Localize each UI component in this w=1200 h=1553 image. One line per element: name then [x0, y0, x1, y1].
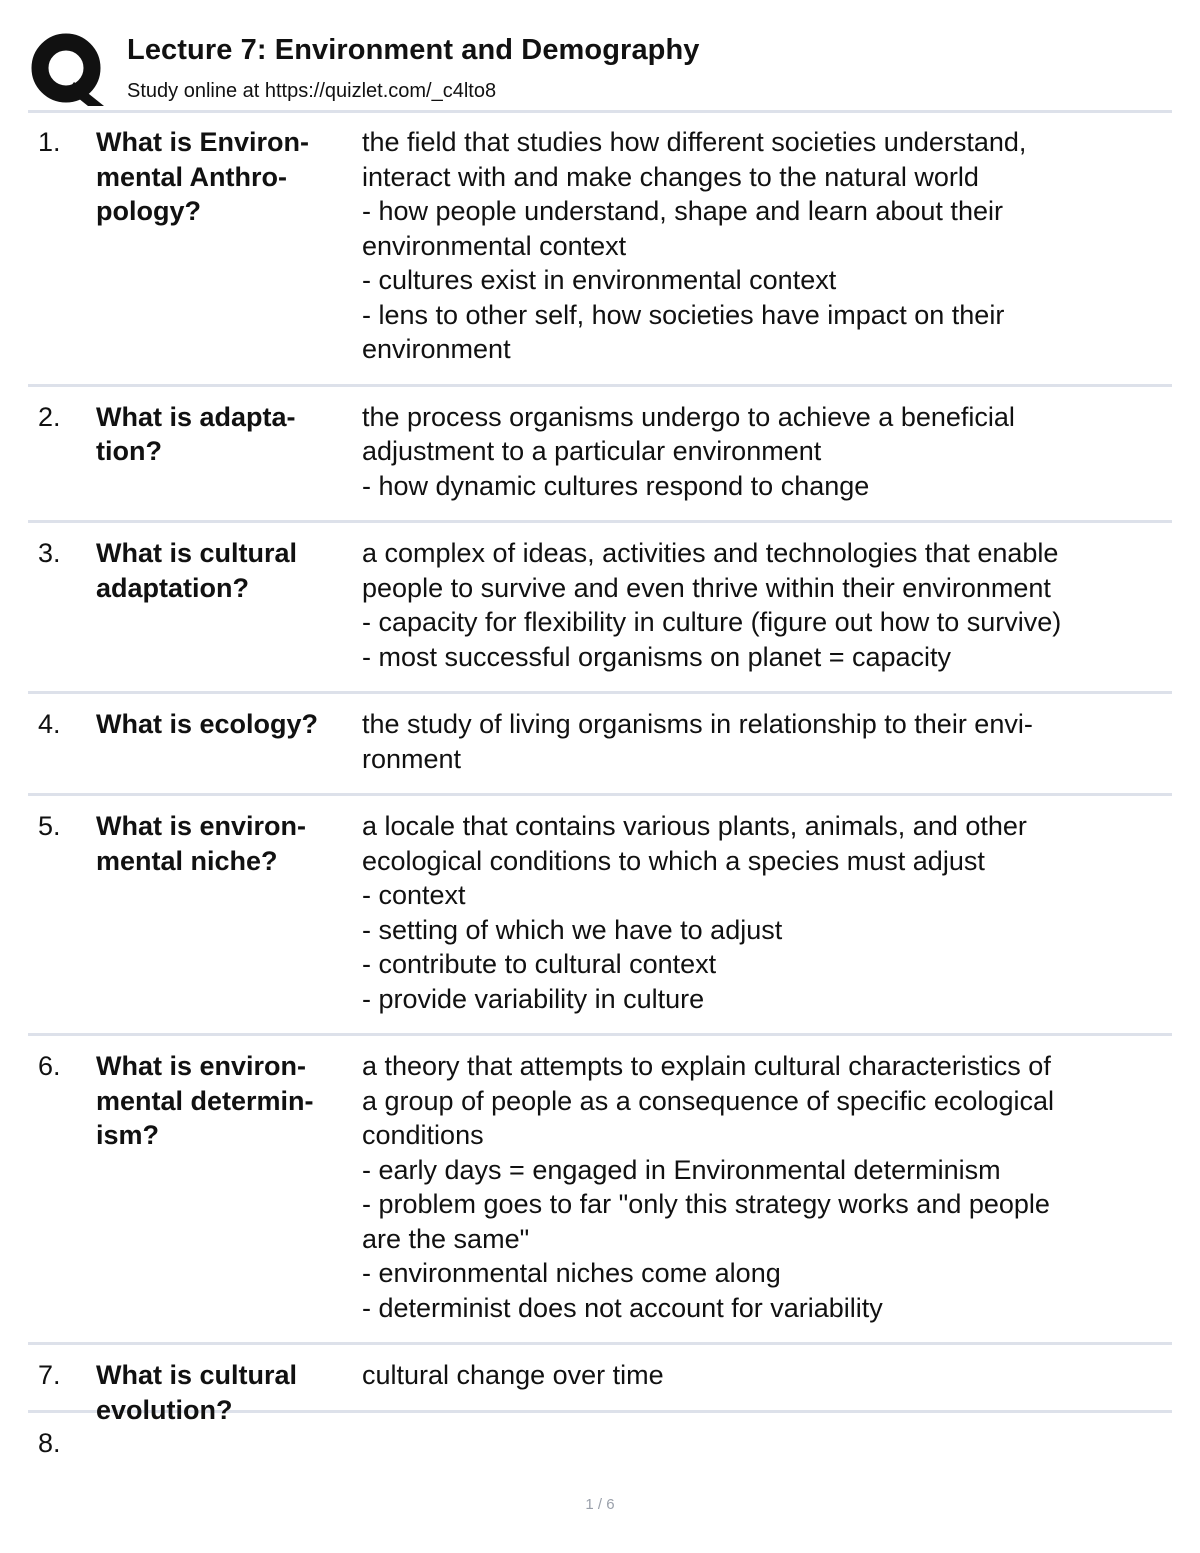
- card-number: 3.: [38, 538, 61, 568]
- definition-line: the study of living organisms in relationship to their envi-: [362, 709, 1033, 739]
- definition-line: - early days = engaged in Environmental determinism: [362, 1154, 1001, 1185]
- definition-line: a complex of ideas, activities and technologies that enable: [362, 538, 1059, 568]
- definition-line: - setting of which we have to adjust: [362, 914, 783, 945]
- definition-line: - how dynamic cultures respond to change: [362, 470, 870, 501]
- definition-line: - context: [362, 880, 466, 910]
- card-term: [96, 125, 358, 229]
- definition-line: - cultures exist in environmental context: [362, 265, 837, 295]
- card-number: 1.: [38, 127, 61, 157]
- definition-line: - environmental niches come along: [362, 1258, 781, 1288]
- document-header: [30, 30, 1172, 110]
- definition-line: a theory that attempts to explain cultural characteristics of: [362, 1051, 1051, 1081]
- flashcard-row: [28, 1413, 1172, 1478]
- flashcard-row: [28, 387, 1172, 524]
- card-definition: [362, 536, 1172, 674]
- definition-line: conditions: [362, 1120, 484, 1150]
- term-line: What is Environ-: [96, 127, 310, 157]
- definition-line: the field that studies how different societies understand,: [362, 127, 1027, 157]
- flashcard-row: [28, 796, 1172, 1036]
- definition-line: environmental context: [362, 230, 627, 261]
- card-term: [96, 707, 358, 742]
- term-line: What is environ-: [96, 811, 307, 841]
- definition-line: - problem goes to far "only this strategy works and people: [362, 1189, 1050, 1219]
- definition-line: cultural change over time: [362, 1360, 664, 1390]
- term-line: What is adapta-: [96, 401, 296, 432]
- card-term: [96, 400, 358, 469]
- term-line: What is cultural: [96, 538, 298, 568]
- term-line: evolution?: [96, 1394, 233, 1425]
- term-line: mental niche?: [96, 845, 278, 876]
- card-number: 2.: [38, 401, 61, 432]
- card-number: 6.: [38, 1051, 61, 1081]
- definition-line: - capacity for flexibility in culture (figure out how to survive): [362, 607, 1062, 637]
- definition-line: - how people understand, shape and learn about their: [362, 196, 1003, 226]
- card-definition: [362, 125, 1172, 367]
- definition-line: - provide variability in culture: [362, 983, 705, 1014]
- card-definition: [362, 1426, 1172, 1461]
- definition-line: ecological conditions to which a species must adjust: [362, 845, 985, 876]
- study-online-link[interactable]: Study online at https://quizlet.com/_c4lto8: [127, 80, 497, 102]
- flashcard-row: [28, 1345, 1172, 1425]
- card-number: 8.: [38, 1427, 61, 1458]
- definition-line: a locale that contains various plants, animals, and other: [362, 811, 1027, 841]
- definition-line: adjustment to a particular environment: [362, 436, 822, 466]
- card-definition: [362, 1358, 1172, 1393]
- card-definition: [362, 707, 1172, 776]
- card-term: [96, 809, 358, 878]
- term-line: What is cultural: [96, 1360, 298, 1390]
- flashcard-row: [28, 694, 1172, 796]
- card-term: [96, 1049, 358, 1153]
- term-line: mental determin-: [96, 1085, 314, 1116]
- definition-line: interact with and make changes to the natural world: [362, 161, 979, 192]
- term-line: pology?: [96, 196, 201, 226]
- page-indicator: 1 / 6: [585, 1496, 615, 1513]
- card-number: 4.: [38, 709, 61, 739]
- card-term: [96, 536, 358, 605]
- term-line: tion?: [96, 436, 162, 466]
- definition-line: people to survive and even thrive within their environment: [362, 572, 1051, 603]
- definition-line: environment: [362, 334, 511, 364]
- term-line: mental Anthro-: [96, 161, 287, 192]
- term-line: adaptation?: [96, 572, 249, 603]
- quizlet-q-logo-icon: [30, 32, 106, 108]
- definition-line: ronment: [362, 743, 462, 774]
- term-line: What is environ-: [96, 1051, 307, 1081]
- card-number: 5.: [38, 811, 61, 841]
- page-title: Lecture 7: Environment and Demography: [127, 34, 700, 66]
- definition-line: - contribute to cultural context: [362, 949, 717, 979]
- definition-line: - determinist does not account for variability: [362, 1292, 883, 1323]
- term-line: ism?: [96, 1120, 160, 1150]
- flashcard-list: [28, 112, 1172, 1477]
- definition-line: are the same": [362, 1223, 530, 1254]
- card-number: 7.: [38, 1360, 61, 1390]
- card-definition: [362, 400, 1172, 504]
- flashcard-row: [28, 523, 1172, 694]
- definition-line: - most successful organisms on planet = capacity: [362, 641, 952, 672]
- definition-line: - lens to other self, how societies have impact on their: [362, 299, 1005, 330]
- definition-line: a group of people as a consequence of specific ecological: [362, 1085, 1054, 1116]
- term-line: What is ecology?: [96, 709, 319, 739]
- definition-line: the process organisms undergo to achieve a beneficial: [362, 401, 1015, 432]
- card-definition: [362, 1049, 1172, 1325]
- flashcard-row: [28, 1036, 1172, 1345]
- flashcard-row: [28, 112, 1172, 387]
- card-definition: [362, 809, 1172, 1016]
